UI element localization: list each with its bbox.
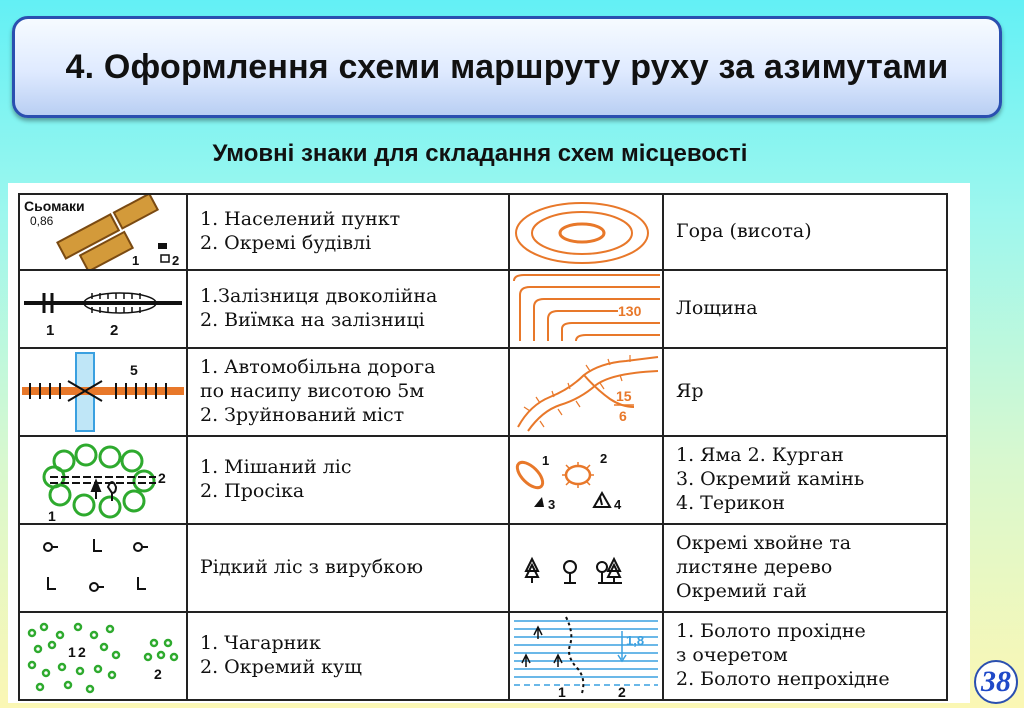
legend-text: 1. Болото прохідне з очеретом 2. Болото непрохідне [663, 612, 947, 700]
svg-text:5: 5 [130, 362, 138, 378]
svg-text:1,8: 1,8 [626, 633, 645, 648]
svg-text:2: 2 [618, 684, 626, 699]
legend-row [19, 270, 947, 348]
svg-text:6: 6 [619, 408, 627, 424]
legend-text: 1. Яма 2. Курган 3. Окремий камінь 4. Терикон [663, 436, 947, 524]
page-title: 4. Оформлення схеми маршруту руху за азимутами [65, 47, 949, 86]
legend-text: Окремі хвойне та листяне дерево Окремий гай [663, 524, 947, 612]
svg-text:2: 2 [154, 666, 162, 682]
svg-text:1: 1 [48, 508, 56, 523]
svg-text:2: 2 [158, 470, 166, 486]
page-number-badge [974, 660, 1018, 704]
legend-text: 1. Чагарник 2. Окремий кущ [187, 612, 509, 700]
legend-text: 1. Автомобільна дорога по насипу висотою 5м 2. Зруйнований міст [187, 348, 509, 436]
legend-text: 1.Залізниця двоколійна 2. Виїмка на залізниці [187, 270, 509, 348]
sparse-forest-symbol [19, 524, 187, 612]
road-embankment-symbol [19, 348, 187, 436]
svg-text:1: 1 [542, 453, 550, 468]
legend-text: 1. Мішаний ліс 2. Просіка [187, 436, 509, 524]
hollow-symbol [509, 270, 663, 348]
legend-text: Яр [663, 348, 947, 436]
railway-symbol [19, 270, 187, 348]
legend-table [18, 193, 948, 701]
svg-text:130: 130 [618, 303, 642, 319]
mixed-forest-symbol [19, 436, 187, 524]
title-banner [12, 16, 1002, 118]
page-subtitle: Умовні знаки для складання схем місцевості [212, 140, 748, 167]
legend-row [19, 612, 947, 700]
legend-text: Рідкий ліс з вирубкою [187, 524, 509, 612]
page-number: 38 [981, 665, 1011, 698]
ravine-symbol [509, 348, 663, 436]
pit-mound-symbol [509, 436, 663, 524]
svg-text:15: 15 [616, 388, 632, 404]
svg-text:2: 2 [172, 253, 180, 268]
legend-row [19, 524, 947, 612]
svg-text:1: 1 [46, 322, 55, 339]
svg-text:2: 2 [600, 451, 608, 466]
legend-text: 1. Населений пункт 2. Окремі будівлі [187, 194, 509, 270]
svg-text:3: 3 [548, 497, 556, 512]
settlement-value: 0,86 [30, 214, 54, 228]
legend-text: Гора (висота) [663, 194, 947, 270]
svg-text:2: 2 [110, 322, 119, 339]
shrub-symbol [19, 612, 187, 700]
svg-text:2: 2 [78, 644, 86, 660]
svg-text:1: 1 [132, 253, 140, 268]
legend-row [19, 194, 947, 270]
legend-row [19, 436, 947, 524]
mountain-symbol [509, 194, 663, 270]
settlement-symbol [19, 194, 187, 270]
svg-text:1: 1 [68, 644, 76, 660]
legend-panel [8, 183, 970, 703]
single-tree-symbol [509, 524, 663, 612]
svg-text:1: 1 [558, 684, 566, 699]
legend-row [19, 348, 947, 436]
swamp-symbol [509, 612, 663, 700]
legend-text: Лощина [663, 270, 947, 348]
svg-text:4: 4 [614, 497, 622, 512]
settlement-name: Сьомаки [24, 198, 85, 214]
